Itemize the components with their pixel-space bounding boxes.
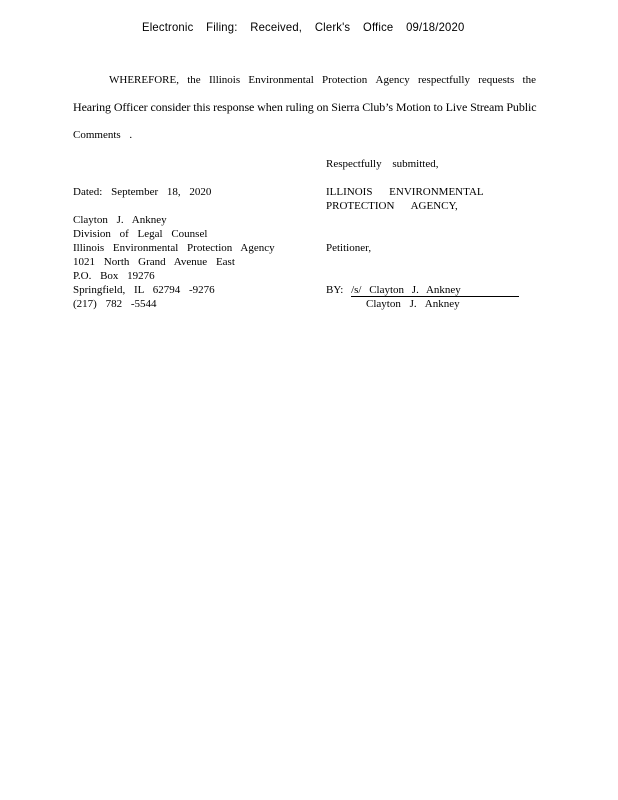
word: the — [522, 74, 536, 86]
filing-stamp-header: Electronic Filing: Received, Clerk's Office 09/18/2020 — [142, 20, 465, 34]
body-paragraph-line-3: Comments . — [73, 129, 133, 141]
word: requests — [478, 74, 515, 86]
attorney-name: Clayton J. Ankney — [73, 214, 167, 226]
body-paragraph-line-1 — [73, 74, 536, 86]
attorney-city: Springfield, IL 62794 -9276 — [73, 284, 215, 296]
by-label: BY: — [326, 284, 344, 296]
agency-line-2: PROTECTION AGENCY, — [326, 200, 458, 212]
petitioner-label: Petitioner, — [326, 242, 372, 254]
word: Environmental — [248, 74, 314, 86]
signature-line — [326, 283, 519, 297]
attorney-po-box: P.O. Box 19276 — [73, 270, 155, 282]
word: Protection — [322, 74, 368, 86]
dated-line: Dated: September 18, 2020 — [73, 186, 212, 198]
attorney-address-block — [73, 213, 275, 311]
word: WHEREFORE, — [109, 74, 179, 86]
word: Agency — [375, 74, 410, 86]
body-paragraph-line-2: Hearing Officer consider this response when ruling on Sierra Club’s Motion to Live Stream Public — [73, 100, 537, 114]
closing-text: Respectfully submitted, — [326, 158, 439, 170]
attorney-phone: (217) 782 -5544 — [73, 298, 157, 310]
word: Illinois — [208, 74, 241, 86]
attorney-division: Division of Legal Counsel — [73, 228, 208, 240]
word: the — [187, 74, 201, 86]
attorney-agency: Illinois Environmental Protection Agency — [73, 242, 275, 254]
agency-name-block — [326, 185, 484, 213]
attorney-street: 1021 North Grand Avenue East — [73, 256, 235, 268]
agency-line-1: ILLINOIS ENVIRONMENTAL — [326, 186, 484, 198]
word: respectfully — [418, 74, 470, 86]
electronic-signature: /s/ Clayton J. Ankney — [351, 284, 519, 297]
printed-signer-name: Clayton J. Ankney — [366, 298, 460, 310]
